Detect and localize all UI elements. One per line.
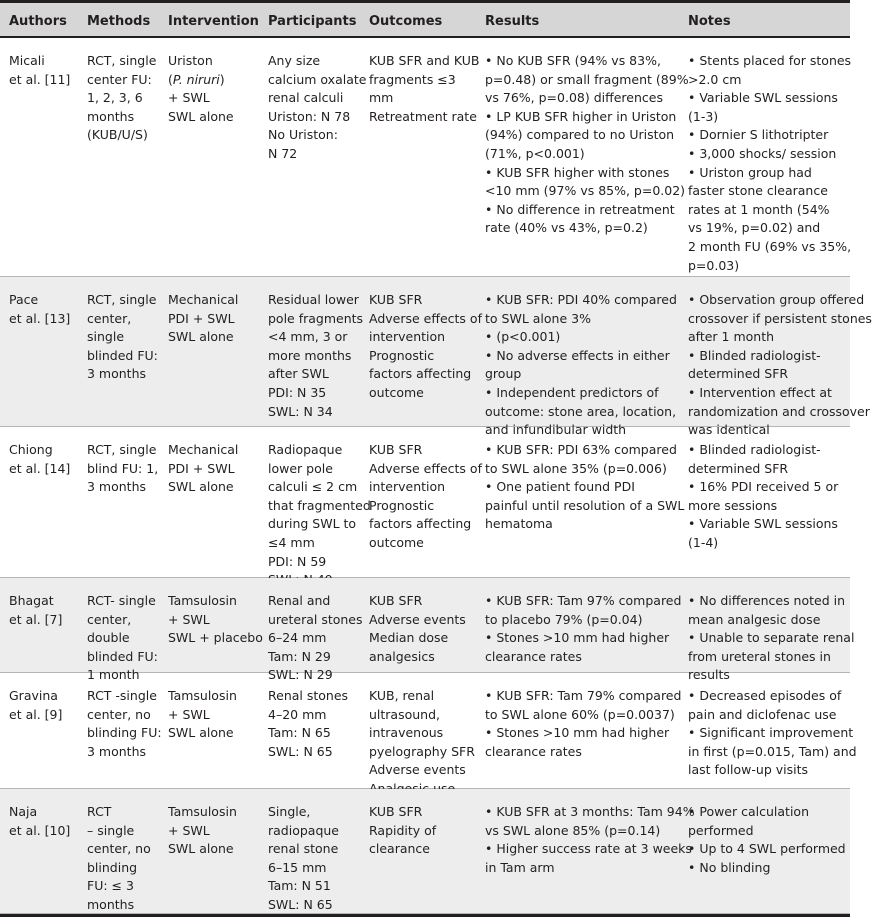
- cell-line: ≤4 mm: [268, 534, 315, 550]
- cell-intervention: [168, 52, 234, 126]
- cell-line: 3 months: [87, 366, 147, 382]
- cell-line: • One patient found PDI: [485, 479, 635, 495]
- cell-line: • Intervention effect at: [688, 384, 832, 400]
- cell-outcomes: [369, 441, 482, 553]
- cell-line: • Up to 4 SWL performed: [688, 841, 846, 857]
- cell-line: 1 month: [87, 667, 140, 683]
- cell-line: to SWL alone 35% (p=0.006): [485, 460, 667, 476]
- cell-line: SWL alone: [168, 329, 234, 345]
- cell-line: Micali: [9, 53, 45, 68]
- header-notes: Notes: [688, 14, 731, 29]
- cell-line: to SWL alone 3%: [485, 310, 591, 326]
- cell-line: Radiopaque: [268, 442, 343, 457]
- cell-line: hematoma: [485, 516, 553, 532]
- cell-methods: [87, 441, 158, 497]
- cell-line: double: [87, 630, 130, 646]
- cell-line: vs 19%, p=0.02) and: [688, 220, 821, 236]
- cell-line: intervention: [369, 479, 446, 495]
- cell-line: pyelography SFR: [369, 743, 475, 759]
- cell-line: after 1 month: [688, 329, 775, 345]
- cell-results: [485, 687, 681, 761]
- cell-line: more sessions: [688, 497, 778, 513]
- cell-line: PDI: N 35: [268, 384, 327, 400]
- cell-line: factors affecting: [369, 516, 472, 532]
- cell-line: last follow-up visits: [688, 762, 808, 778]
- cell-line: et al. [10]: [9, 822, 71, 838]
- header-outcomes: Outcomes: [369, 14, 443, 29]
- cell-participants: [268, 52, 366, 164]
- cell-line: • Blinded radiologist-: [688, 442, 821, 457]
- cell-line: center,: [87, 310, 132, 326]
- cell-line: (P. niruri): [168, 71, 225, 87]
- cell-line: after SWL: [268, 366, 329, 382]
- cell-line: et al. [9]: [9, 706, 63, 722]
- cell-line: during SWL to: [268, 516, 357, 532]
- cell-line: • Uriston group had: [688, 164, 812, 180]
- cell-line: radiopaque: [268, 822, 339, 838]
- cell-line: fragments ≤3: [369, 71, 456, 87]
- cell-outcomes: [369, 592, 466, 666]
- cell-line: • KUB SFR: PDI 63% compared: [485, 442, 677, 457]
- table-row: [0, 277, 872, 438]
- header-results: Results: [485, 14, 540, 29]
- cell-line: was identical: [688, 422, 770, 438]
- cell-line: (1-4): [688, 534, 719, 550]
- cell-line: blinding: [87, 859, 138, 875]
- cell-line: • KUB SFR: Tam 79% compared: [485, 688, 682, 703]
- table-row: [0, 38, 850, 277]
- cell-line: <10 mm (97% vs 85%, p=0.02): [485, 183, 686, 199]
- cell-line: p=0.48) or small fragment (89%: [485, 71, 689, 87]
- cell-notes: [688, 803, 846, 877]
- cell-line: performed: [688, 822, 754, 838]
- cell-line: KUB SFR: [369, 804, 423, 819]
- cell-line: <4 mm, 3 or: [268, 329, 348, 345]
- cell-line: pole fragments: [268, 310, 364, 326]
- cell-line: outcome: [369, 534, 424, 550]
- cell-line: single: [87, 329, 125, 345]
- cell-line: PDI + SWL: [168, 460, 235, 476]
- cell-line: calculi ≤ 2 cm: [268, 479, 358, 495]
- cell-line: group: [485, 366, 522, 382]
- cell-line: Median dose: [369, 630, 449, 646]
- cell-line: SWL: N 65: [268, 743, 333, 759]
- cell-line: Residual lower: [268, 292, 359, 307]
- cell-line: pain and diclofenac use: [688, 706, 837, 722]
- cell-line: Naja: [9, 804, 38, 819]
- table-row: [0, 673, 857, 789]
- cell-line: (1-3): [688, 108, 719, 124]
- cell-line: Adverse events: [369, 762, 466, 778]
- cell-line: center, no: [87, 706, 151, 722]
- cell-line: KUB SFR: [369, 442, 423, 457]
- cell-line: Rapidity of: [369, 822, 437, 838]
- table-row: [0, 427, 850, 578]
- cell-outcomes: [369, 52, 479, 126]
- cell-outcomes: [369, 687, 475, 799]
- cell-authors: [9, 803, 70, 840]
- cell-line: faster stone clearance: [688, 183, 828, 199]
- cell-line: SWL + placebo: [168, 630, 263, 646]
- header-intervention: Intervention: [168, 14, 259, 29]
- cell-line: • KUB SFR: Tam 97% compared: [485, 593, 682, 608]
- cell-methods: [87, 592, 158, 685]
- cell-line: RCT: [87, 804, 112, 819]
- cell-notes: [688, 52, 851, 275]
- cell-line: results: [688, 667, 730, 683]
- cell-line: Adverse events: [369, 611, 466, 627]
- cell-line: intervention: [369, 329, 446, 345]
- cell-line: PDI + SWL: [168, 310, 235, 326]
- cell-line: RCT, single: [87, 292, 157, 307]
- cell-results: [485, 52, 689, 238]
- cell-authors: [9, 687, 62, 724]
- cell-intervention: [168, 291, 238, 347]
- cell-line: blinding FU:: [87, 725, 162, 741]
- cell-participants: [268, 291, 363, 421]
- cell-line: Mechanical: [168, 442, 239, 457]
- cell-line: lower pole: [268, 460, 333, 476]
- cell-line: clearance rates: [485, 743, 582, 759]
- cell-line: Tamsulosin: [168, 688, 237, 703]
- cell-line: Prognostic: [369, 347, 435, 363]
- cell-line: • Stones >10 mm had higher: [485, 725, 670, 741]
- cell-line: 6–15 mm: [268, 859, 327, 875]
- cell-intervention: [168, 592, 263, 648]
- cell-line: KUB SFR: [369, 292, 423, 307]
- cell-results: [485, 592, 681, 666]
- cell-line: outcome: stone area, location,: [485, 403, 677, 419]
- cell-line: ultrasound,: [369, 706, 441, 722]
- cell-line: + SWL: [168, 611, 210, 627]
- cell-line: 2 month FU (69% vs 35%,: [688, 238, 852, 254]
- cell-methods: [87, 52, 156, 145]
- cell-line: KUB SFR: [369, 593, 423, 608]
- cell-line: • Power calculation: [688, 804, 809, 819]
- cell-line: • Stones >10 mm had higher: [485, 630, 670, 646]
- cell-line: Uriston: N 78: [268, 108, 351, 124]
- cell-line: >2.0 cm: [688, 71, 742, 87]
- cell-line: randomization and crossover: [688, 403, 870, 419]
- cell-line: Mechanical: [168, 292, 239, 307]
- cell-line: – single: [87, 822, 135, 838]
- cell-line: SWL alone: [168, 725, 234, 741]
- cell-line: in first (p=0.015, Tam) and: [688, 743, 857, 759]
- cell-line: SWL alone: [168, 479, 234, 495]
- cell-line: • Observation group offered: [688, 292, 865, 307]
- cell-line: center FU:: [87, 71, 152, 87]
- cell-line: Uriston: [168, 53, 213, 68]
- cell-line: intravenous: [369, 725, 444, 741]
- cell-line: • Variable SWL sessions: [688, 90, 838, 106]
- cell-line: • No blinding: [688, 859, 771, 875]
- cell-line: • Unable to separate renal: [688, 630, 855, 646]
- cell-line: in Tam arm: [485, 859, 555, 875]
- cell-line: Renal stones: [268, 688, 349, 703]
- cell-line: • Significant improvement: [688, 725, 854, 741]
- cell-line: + SWL: [168, 822, 210, 838]
- header-participants: Participants: [268, 14, 357, 29]
- cell-line: KUB, renal: [369, 688, 435, 703]
- header-methods: Methods: [87, 14, 151, 29]
- cell-line: SWL: N 34: [268, 403, 333, 419]
- cell-line: 6–24 mm: [268, 630, 327, 646]
- cell-line: 4–20 mm: [268, 706, 327, 722]
- cell-line: p=0.03): [688, 257, 740, 273]
- cell-line: SWL alone: [168, 108, 234, 124]
- cell-line: blinded FU:: [87, 648, 158, 664]
- cell-line: • KUB SFR at 3 months: Tam 94%: [485, 804, 695, 819]
- header-authors: Authors: [9, 14, 67, 29]
- cell-methods: [87, 803, 151, 915]
- cell-line: outcome: [369, 384, 424, 400]
- cell-line: RCT, single: [87, 442, 157, 457]
- cell-participants: [268, 441, 371, 590]
- cell-line: ureteral stones: [268, 611, 363, 627]
- cell-line: • No differences noted in: [688, 593, 846, 608]
- cell-line: renal calculi: [268, 90, 344, 106]
- cell-line: 3 months: [87, 479, 147, 495]
- cell-line: • KUB SFR higher with stones: [485, 164, 670, 180]
- cell-line: Retreatment rate: [369, 108, 477, 124]
- cell-methods: [87, 291, 158, 384]
- cell-line: Renal and: [268, 593, 331, 608]
- cell-line: (KUB/U/S): [87, 127, 148, 143]
- cell-line: Tam: N 65: [268, 725, 331, 741]
- cell-line: 3 months: [87, 743, 147, 759]
- cell-line: renal stone: [268, 841, 339, 857]
- cell-outcomes: [369, 291, 482, 403]
- cell-line: determined SFR: [688, 460, 789, 476]
- table-row: [0, 578, 855, 683]
- cell-line: • Blinded radiologist-: [688, 347, 821, 363]
- cell-line: Bhagat: [9, 593, 54, 608]
- cell-line: • LP KUB SFR higher in Uriston: [485, 108, 677, 124]
- cell-line: factors affecting: [369, 366, 472, 382]
- cell-line: Tamsulosin: [168, 593, 237, 608]
- cell-line: painful until resolution of a SWL: [485, 497, 685, 513]
- cell-line: et al. [7]: [9, 611, 63, 627]
- cell-line: Chiong: [9, 442, 53, 457]
- cell-line: KUB SFR and KUB: [369, 53, 480, 68]
- cell-line: Single,: [268, 804, 311, 819]
- cell-intervention: [168, 803, 237, 859]
- cell-line: (71%, p<0.001): [485, 145, 585, 161]
- cell-notes: [688, 592, 854, 685]
- cell-outcomes: [369, 803, 436, 859]
- cell-authors: [9, 52, 70, 89]
- cell-line: • No adverse effects in either: [485, 347, 670, 363]
- cell-line: Prognostic: [369, 497, 435, 513]
- cell-line: • Independent predictors of: [485, 384, 659, 400]
- cell-line: Tam: N 51: [268, 878, 331, 894]
- cell-line: blind FU: 1,: [87, 460, 159, 476]
- cell-line: FU: ≤ 3: [87, 878, 134, 894]
- cell-line: • 16% PDI received 5 or: [688, 479, 839, 495]
- cell-line: 1, 2, 3, 6: [87, 90, 143, 106]
- cell-notes: [688, 291, 872, 440]
- cell-line: • Stents placed for stones: [688, 53, 852, 68]
- cell-line: Gravina: [9, 688, 58, 703]
- cell-line: crossover if persistent stones: [688, 310, 872, 326]
- cell-line: and infundibular width: [485, 422, 627, 438]
- cell-line: from ureteral stones in: [688, 648, 831, 664]
- table-bottom-rule: [0, 914, 850, 917]
- cell-line: determined SFR: [688, 366, 789, 382]
- cell-line: that fragmented: [268, 497, 371, 513]
- cell-line: PDI: N 59: [268, 553, 327, 569]
- cell-line: clearance: [369, 841, 430, 857]
- cell-line: • 3,000 shocks/ session: [688, 145, 837, 161]
- cell-line: SWL: N 29: [268, 667, 333, 683]
- cell-line: Adverse effects of: [369, 310, 482, 326]
- cell-participants: [268, 803, 339, 915]
- cell-line: vs 76%, p=0.08) differences: [485, 90, 663, 106]
- cell-line: SWL: N 65: [268, 896, 333, 912]
- cell-line: vs SWL alone 85% (p=0.14): [485, 822, 661, 838]
- cell-line: + SWL: [168, 706, 210, 722]
- cell-notes: [688, 441, 838, 553]
- cell-line: to placebo 79% (p=0.04): [485, 611, 643, 627]
- cell-results: [485, 441, 684, 534]
- cell-line: • Dornier S lithotripter: [688, 127, 829, 143]
- cell-line: RCT, single: [87, 53, 157, 68]
- cell-line: center,: [87, 611, 132, 627]
- cell-intervention: [168, 687, 237, 743]
- cell-methods: [87, 687, 162, 761]
- cell-line: et al. [14]: [9, 460, 71, 476]
- cell-line: Any size: [268, 53, 321, 68]
- cell-line: • Variable SWL sessions: [688, 516, 838, 532]
- cell-line: more months: [268, 347, 352, 363]
- cell-line: blinded FU:: [87, 347, 158, 363]
- cell-line: • (p<0.001): [485, 329, 561, 345]
- cell-line: clearance rates: [485, 648, 582, 664]
- cell-line: Tam: N 29: [268, 648, 331, 664]
- cell-line: center, no: [87, 841, 151, 857]
- cell-notes: [688, 687, 857, 780]
- cell-line: rate (40% vs 43%, p=0.2): [485, 220, 648, 236]
- cell-participants: [268, 687, 348, 761]
- cell-line: Adverse effects of: [369, 460, 482, 476]
- cell-line: N 72: [268, 145, 298, 161]
- cell-line: RCT- single: [87, 593, 156, 608]
- cell-line: months: [87, 896, 135, 912]
- cell-line: et al. [11]: [9, 71, 71, 87]
- cell-line: mean analgesic dose: [688, 611, 821, 627]
- cell-line: rates at 1 month (54%: [688, 201, 830, 217]
- cell-authors: [9, 291, 70, 328]
- cell-line: analgesics: [369, 648, 435, 664]
- cell-line: months: [87, 108, 135, 124]
- cell-authors: [9, 592, 62, 629]
- cell-line: to SWL alone 60% (p=0.0037): [485, 706, 675, 722]
- cell-line: • No KUB SFR (94% vs 83%,: [485, 53, 661, 68]
- cell-line: Pace: [9, 292, 39, 307]
- cell-participants: [268, 592, 363, 685]
- table-row: [0, 789, 850, 914]
- cell-line: mm: [369, 90, 394, 106]
- cell-line: • No difference in retreatment: [485, 201, 675, 217]
- cell-line: Tamsulosin: [168, 804, 237, 819]
- cell-line: calcium oxalate: [268, 71, 367, 87]
- table-header: [0, 0, 850, 38]
- cell-intervention: [168, 441, 238, 497]
- cell-authors: [9, 441, 70, 478]
- cell-line: • Decreased episodes of: [688, 688, 842, 703]
- cell-line: • Higher success rate at 3 weeks: [485, 841, 692, 857]
- cell-line: et al. [13]: [9, 310, 71, 326]
- cell-results: [485, 291, 677, 440]
- cell-line: • KUB SFR: PDI 40% compared: [485, 292, 677, 307]
- cell-line: RCT -single: [87, 688, 157, 703]
- cell-results: [485, 803, 695, 877]
- cell-line: No Uriston:: [268, 127, 338, 143]
- cell-line: SWL alone: [168, 841, 234, 857]
- cell-line: (94%) compared to no Uriston: [485, 127, 675, 143]
- cell-line: + SWL: [168, 90, 210, 106]
